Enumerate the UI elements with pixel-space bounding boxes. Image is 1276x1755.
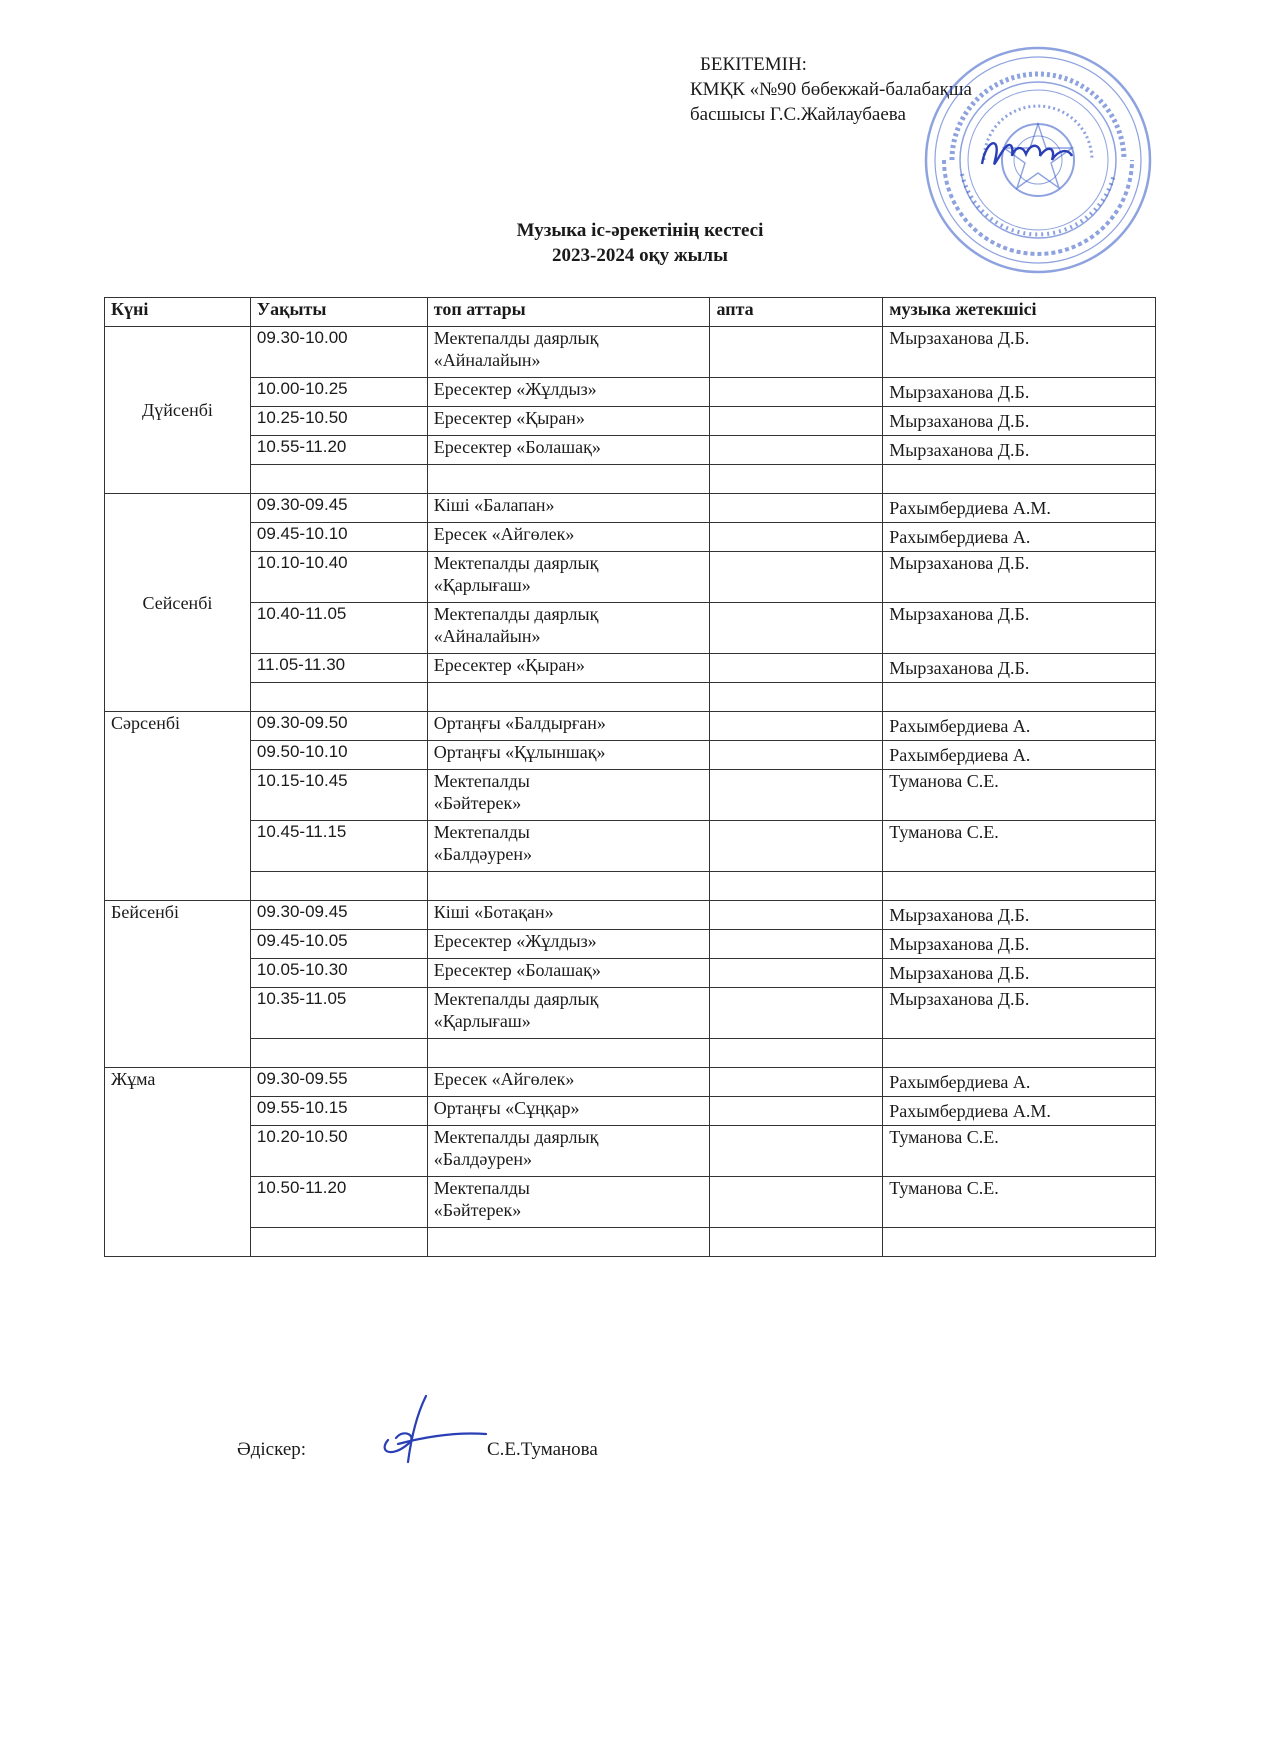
week-cell (710, 436, 883, 465)
time-cell: 10.20-10.50 (250, 1126, 427, 1177)
group-cell: Мектепалды «Балдәурен» (427, 821, 710, 872)
week-cell (710, 901, 883, 930)
empty-cell (250, 1228, 427, 1257)
group-cell: Ересектер «Қыран» (427, 654, 710, 683)
group-cell: Мектепалды даярлық «Айналайын» (427, 603, 710, 654)
group-cell: Ортаңғы «Балдырған» (427, 712, 710, 741)
table-row (105, 407, 1156, 436)
table-row (105, 1126, 1156, 1177)
group-cell: Мектепалды даярлық «Қарлығаш» (427, 988, 710, 1039)
time-cell: 09.55-10.15 (250, 1097, 427, 1126)
teacher-cell: Мырзаханова Д.Б. (883, 901, 1156, 930)
teacher-cell: Мырзаханова Д.Б. (883, 327, 1156, 378)
spacer-row (105, 465, 1156, 494)
schedule-table (104, 297, 1156, 1257)
group-cell: Ересек «Айгөлек» (427, 1068, 710, 1097)
time-cell: 09.50-10.10 (250, 741, 427, 770)
approval-line-2: КМҚК «№90 бөбекжай-балабақша (690, 79, 972, 100)
table-row (105, 901, 1156, 930)
header-day: Күні (105, 298, 251, 327)
table-row (105, 741, 1156, 770)
week-cell (710, 821, 883, 872)
group-cell: Мектепалды даярлық «Айналайын» (427, 327, 710, 378)
time-cell: 10.15-10.45 (250, 770, 427, 821)
week-cell (710, 988, 883, 1039)
week-cell (710, 712, 883, 741)
empty-cell (427, 1228, 710, 1257)
spacer-row (105, 1039, 1156, 1068)
week-cell (710, 378, 883, 407)
title-line-2: 2023-2024 оқу жылы (552, 245, 728, 266)
empty-cell (427, 683, 710, 712)
teacher-cell: Мырзаханова Д.Б. (883, 407, 1156, 436)
time-cell: 10.55-11.20 (250, 436, 427, 465)
group-cell: Ересектер «Болашақ» (427, 436, 710, 465)
approval-line-3: басшысы Г.С.Жайлаубаева (690, 104, 906, 125)
teacher-cell: Рахымбердиева А. (883, 712, 1156, 741)
group-cell: Ересектер «Қыран» (427, 407, 710, 436)
week-cell (710, 1177, 883, 1228)
time-cell: 11.05-11.30 (250, 654, 427, 683)
time-cell: 09.30-09.55 (250, 1068, 427, 1097)
official-seal-stamp (922, 44, 1154, 276)
table-row (105, 523, 1156, 552)
table-row (105, 930, 1156, 959)
week-cell (710, 770, 883, 821)
empty-cell (710, 1039, 883, 1068)
empty-cell (250, 872, 427, 901)
time-cell: 10.40-11.05 (250, 603, 427, 654)
teacher-cell: Мырзаханова Д.Б. (883, 654, 1156, 683)
empty-cell (883, 1228, 1156, 1257)
time-cell: 09.45-10.10 (250, 523, 427, 552)
empty-cell (883, 1039, 1156, 1068)
teacher-cell: Мырзаханова Д.Б. (883, 959, 1156, 988)
empty-cell (710, 683, 883, 712)
empty-cell (710, 1228, 883, 1257)
spacer-row (105, 683, 1156, 712)
table-row (105, 552, 1156, 603)
group-cell: Мектепалды даярлық «Қарлығаш» (427, 552, 710, 603)
teacher-cell: Туманова С.Е. (883, 1126, 1156, 1177)
teacher-cell: Рахымбердиева А. (883, 741, 1156, 770)
spacer-row (105, 872, 1156, 901)
table-row (105, 378, 1156, 407)
empty-cell (250, 683, 427, 712)
teacher-cell: Мырзаханова Д.Б. (883, 603, 1156, 654)
group-cell: Мектепалды даярлық «Балдәурен» (427, 1126, 710, 1177)
title-line-1: Музыка іс-әрекетінің кестесі (516, 220, 764, 241)
time-cell: 09.30-09.50 (250, 712, 427, 741)
teacher-cell: Мырзаханова Д.Б. (883, 552, 1156, 603)
group-cell: Ортаңғы «Сұңқар» (427, 1097, 710, 1126)
week-cell (710, 327, 883, 378)
day-cell: Сәрсенбі (105, 712, 251, 901)
methodist-name: С.Е.Туманова (487, 1439, 598, 1460)
group-cell: Кіші «Балапан» (427, 494, 710, 523)
time-cell: 10.35-11.05 (250, 988, 427, 1039)
time-cell: 09.30-09.45 (250, 494, 427, 523)
week-cell (710, 1126, 883, 1177)
group-cell: Мектепалды «Бәйтерек» (427, 770, 710, 821)
table-row (105, 821, 1156, 872)
time-cell: 10.05-10.30 (250, 959, 427, 988)
empty-cell (427, 465, 710, 494)
table-row (105, 988, 1156, 1039)
handwritten-signature (368, 1392, 488, 1472)
day-cell: Дүйсенбі (105, 327, 251, 494)
empty-cell (427, 1039, 710, 1068)
empty-cell (883, 465, 1156, 494)
teacher-cell: Туманова С.Е. (883, 770, 1156, 821)
group-cell: Ересектер «Болашақ» (427, 959, 710, 988)
header-week: апта (710, 298, 883, 327)
group-cell: Ересектер «Жұлдыз» (427, 930, 710, 959)
time-cell: 09.45-10.05 (250, 930, 427, 959)
time-cell: 10.45-11.15 (250, 821, 427, 872)
time-cell: 10.25-10.50 (250, 407, 427, 436)
time-cell: 09.30-09.45 (250, 901, 427, 930)
table-row (105, 770, 1156, 821)
week-cell (710, 523, 883, 552)
table-header-row (105, 298, 1156, 327)
empty-cell (883, 683, 1156, 712)
teacher-cell: Туманова С.Е. (883, 1177, 1156, 1228)
table-row (105, 327, 1156, 378)
week-cell (710, 407, 883, 436)
header-teacher: музыка жетекшісі (883, 298, 1156, 327)
teacher-cell: Рахымбердиева А. (883, 523, 1156, 552)
week-cell (710, 654, 883, 683)
week-cell (710, 1097, 883, 1126)
teacher-cell: Рахымбердиева А.М. (883, 494, 1156, 523)
empty-cell (427, 872, 710, 901)
group-cell: Кіші «Ботақан» (427, 901, 710, 930)
group-cell: Ересек «Айгөлек» (427, 523, 710, 552)
week-cell (710, 959, 883, 988)
week-cell (710, 1068, 883, 1097)
teacher-cell: Мырзаханова Д.Б. (883, 930, 1156, 959)
empty-cell (250, 1039, 427, 1068)
table-row (105, 1177, 1156, 1228)
table-row (105, 436, 1156, 465)
group-cell: Мектепалды «Бәйтерек» (427, 1177, 710, 1228)
week-cell (710, 494, 883, 523)
time-cell: 10.10-10.40 (250, 552, 427, 603)
time-cell: 10.00-10.25 (250, 378, 427, 407)
day-cell: Сейсенбі (105, 494, 251, 712)
empty-cell (710, 465, 883, 494)
time-cell: 10.50-11.20 (250, 1177, 427, 1228)
group-cell: Ортаңғы «Құлыншақ» (427, 741, 710, 770)
teacher-cell: Туманова С.Е. (883, 821, 1156, 872)
week-cell (710, 603, 883, 654)
spacer-row (105, 1228, 1156, 1257)
table-row (105, 1068, 1156, 1097)
table-row (105, 959, 1156, 988)
header-group: топ аттары (427, 298, 710, 327)
teacher-cell: Мырзаханова Д.Б. (883, 436, 1156, 465)
table-row (105, 603, 1156, 654)
header-time: Уақыты (250, 298, 427, 327)
week-cell (710, 552, 883, 603)
table-row (105, 494, 1156, 523)
document-title (400, 218, 880, 268)
week-cell (710, 930, 883, 959)
teacher-cell: Рахымбердиева А. (883, 1068, 1156, 1097)
methodist-role: Әдіскер: (237, 1439, 307, 1460)
day-cell: Жұма (105, 1068, 251, 1257)
empty-cell (710, 872, 883, 901)
approval-line-1: БЕКІТЕМІН: (700, 54, 807, 75)
group-cell: Ересектер «Жұлдыз» (427, 378, 710, 407)
empty-cell (883, 872, 1156, 901)
table-row (105, 654, 1156, 683)
table-row (105, 1097, 1156, 1126)
time-cell: 09.30-10.00 (250, 327, 427, 378)
teacher-cell: Рахымбердиева А.М. (883, 1097, 1156, 1126)
day-cell: Бейсенбі (105, 901, 251, 1068)
teacher-cell: Мырзаханова Д.Б. (883, 378, 1156, 407)
table-row (105, 712, 1156, 741)
empty-cell (250, 465, 427, 494)
week-cell (710, 741, 883, 770)
teacher-cell: Мырзаханова Д.Б. (883, 988, 1156, 1039)
